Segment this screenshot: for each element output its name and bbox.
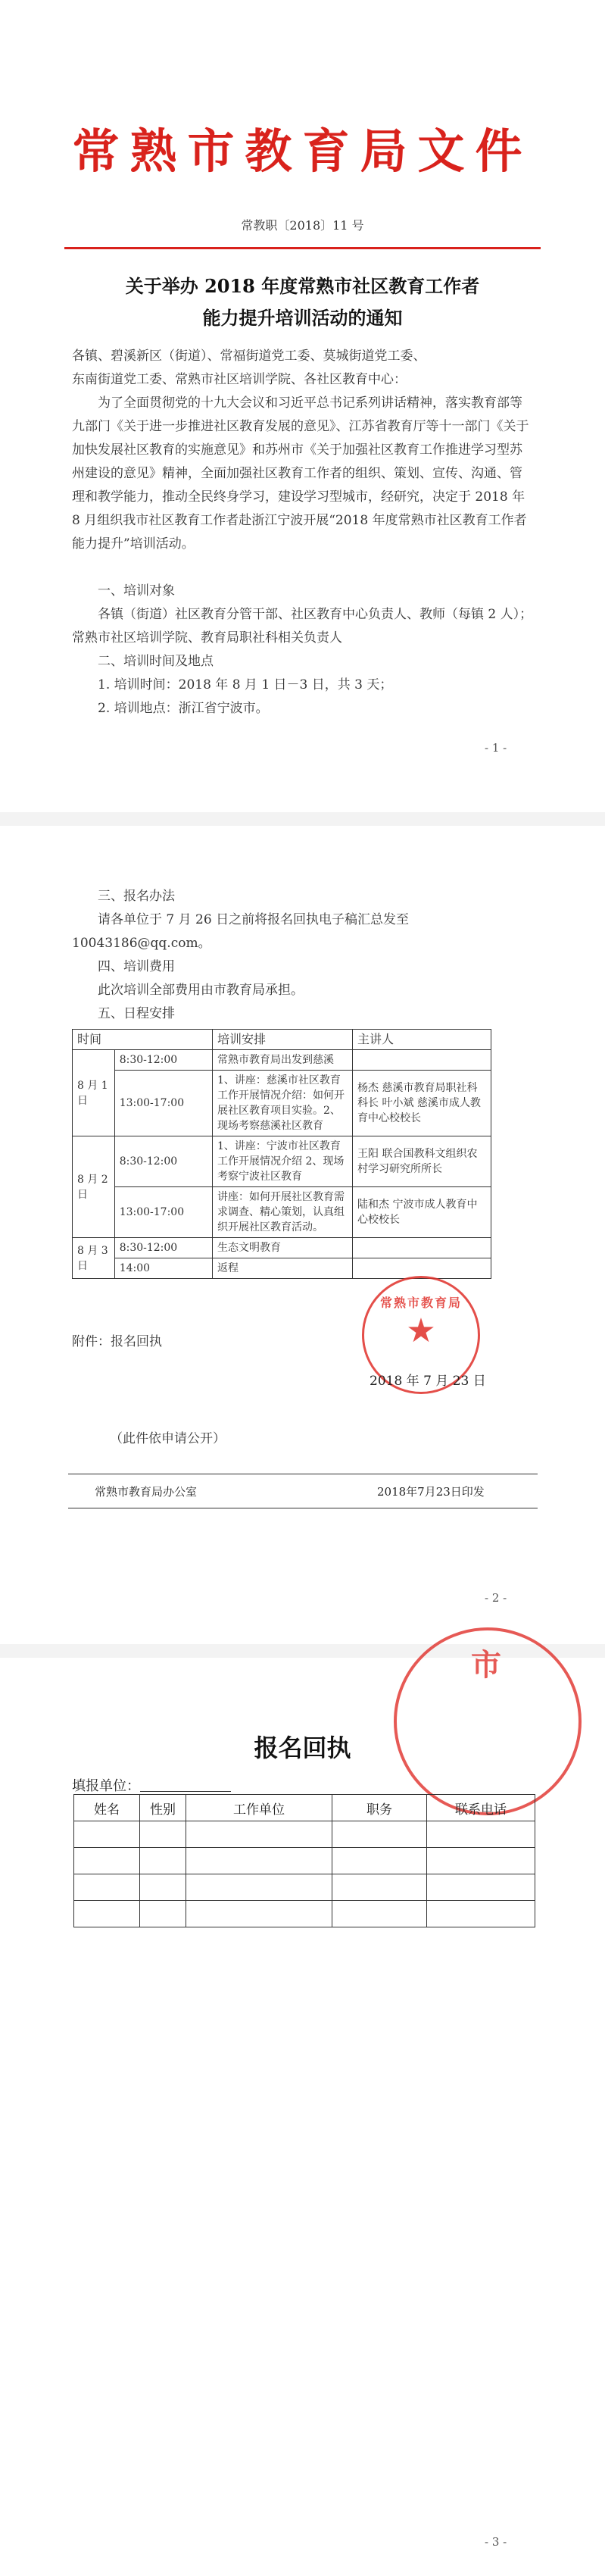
recipients-line-2: 东南街道党工委、常熟市社区培训学院、各社区教育中心： [72,372,407,387]
header-position: 职务 [332,1795,427,1821]
header-time: 时间 [73,1030,213,1050]
section-2-item-2: 2. 培训地点：浙江省宁波市。 [98,701,269,716]
footer-date: 2018年7月23日印发 [377,1485,485,1499]
activity-cell: 常熟市教育局出发到慈溪 [213,1050,353,1071]
activity-cell: 1、讲座：慈溪市社区教育工作开展情况介绍：如何开展社区教育项目实验。2、现场考察慈溪社区教育 [213,1071,353,1136]
time-cell: 14:00 [114,1258,212,1279]
red-separator-line [64,247,541,249]
speaker-cell: 陆和杰 宁波市成人教育中心校校长 [353,1187,491,1238]
section-1-title: 一、培训对象 [98,583,175,599]
activity-cell: 1、讲座：宁波市社区教育工作开展情况介绍 2、现场考察宁波社区教育 [213,1136,353,1187]
day-2-cell: 8 月 2 日 [73,1136,115,1238]
speaker-cell: 王阳 联合国教科文组织农村学习研究所所长 [353,1136,491,1187]
header-speaker: 主讲人 [353,1030,491,1050]
intro-paragraph: 为了全面贯彻党的十九大会议和习近平总书记系列讲话精神，落实教育部等九部门《关于进一步推进社区教育发展的意见》、江苏省教育厅等十一部门《关于加快发展社区教育的实施意见》和苏州市《关于加强社区教育工作推进学习型苏州建设的意见》精神，全面加强社区教育工作者的组织、策划、宣传、沟通、管理和教学能力，推动全民终身学习，建设学习型城市，经研究，决定于 2018 年 8 月组织我市社区教育工作者赴浙江宁波开展“2018 年度常熟市社区教育工作者能力提升”培训活动。 [72,395,529,552]
notice-title [0,270,605,334]
activity-cell: 返程 [213,1258,353,1279]
header-phone: 联系电话 [427,1795,535,1821]
page-number-1: - 1 - [485,741,507,755]
section-1-text: 各镇（街道）社区教育分管干部、社区教育中心负责人、教师（每镇 2 人）；常熟市社区培训学院、教育局职社科相关负责人 [72,607,533,646]
footer-office: 常熟市教育局办公室 [95,1485,198,1499]
day-3-cell: 8 月 3 日 [73,1238,115,1279]
speaker-cell [353,1238,491,1258]
time-cell: 8:30-12:00 [114,1238,212,1258]
document-page-2 [0,826,605,1644]
notice-title-line-2: 能力提升培训活动的通知 [202,307,403,329]
day-1-cell: 8 月 1 日 [73,1050,115,1136]
header-work-unit: 工作单位 [186,1795,332,1821]
speaker-cell [353,1050,491,1071]
sign-date: 2018 年 7 月 23 日 [370,1374,486,1389]
document-number: 常教职〔2018〕11 号 [241,218,364,233]
section-2-title: 二、培训时间及地点 [98,654,214,669]
speaker-cell: 杨杰 慈溪市教育局职社科科长 叶小斌 慈溪市成人教育中心校校长 [353,1071,491,1136]
table-row [73,1071,491,1136]
registration-table [73,1794,535,1927]
document-page-3 [0,1647,605,2576]
section-3-title: 三、报名办法 [98,889,175,904]
table-row [73,1050,491,1071]
section-4-title: 四、培训费用 [98,959,175,974]
section-3-text: 请各单位于 7 月 26 日之前将报名回执电子稿汇总发至 [98,912,410,927]
recipients-line-1: 各镇、碧溪新区（街道）、常福街道党工委、莫城街道党工委、 [72,349,426,364]
section-2-item-1: 1. 培训时间：2018 年 8 月 1 日－3 日，共 3 天； [98,677,393,692]
header-name: 姓名 [74,1795,140,1821]
header-gender: 性别 [140,1795,186,1821]
activity-cell: 生态文明教育 [213,1238,353,1258]
fill-unit-label: 填报单位： [72,1778,140,1794]
fill-unit-field [140,1791,231,1792]
table-row [74,1848,535,1874]
activity-cell: 讲座：如何开展社区教育需求调查、精心策划，认真组织开展社区教育活动。 [213,1187,353,1238]
time-cell: 8:30-12:00 [114,1136,212,1187]
page-gap [0,812,605,826]
contact-email: 10043186@qq.com。 [72,936,211,951]
table-row [74,1821,535,1848]
time-cell: 13:00-17:00 [114,1187,212,1238]
star-icon: ★ [406,1311,436,1350]
table-row [74,1874,535,1901]
section-5-title: 五、日程安排 [98,1006,175,1021]
section-4-text: 此次培训全部费用由市教育局承担。 [98,983,304,998]
document-page-1 [0,0,605,812]
schedule-table [72,1029,491,1279]
header-activity: 培训安排 [213,1030,353,1050]
recipients [72,345,534,392]
page-number-3: - 3 - [485,2535,507,2549]
attachment-note: 附件：报名回执 [72,1334,162,1349]
table-row [73,1258,491,1279]
table-row [73,1187,491,1238]
time-cell: 13:00-17:00 [114,1071,212,1136]
disclosure-note: （此件依申请公开） [110,1431,226,1446]
page-number-2: - 2 - [485,1591,507,1605]
seal-text: 常熟市教育局 [379,1296,462,1310]
table-row [74,1901,535,1927]
table-row [73,1136,491,1187]
notice-title-line-1: 关于举办 2018 年度常熟市社区教育工作者 [125,275,480,297]
table-header-row [73,1030,491,1050]
time-cell: 8:30-12:00 [114,1050,212,1071]
seal-watermark: 市 [394,1627,582,1815]
receipt-title: 报名回执 [254,1733,351,1762]
red-header-title: 常熟市教育局文件 [72,123,533,179]
table-row [73,1238,491,1258]
table-header-row [74,1795,535,1821]
